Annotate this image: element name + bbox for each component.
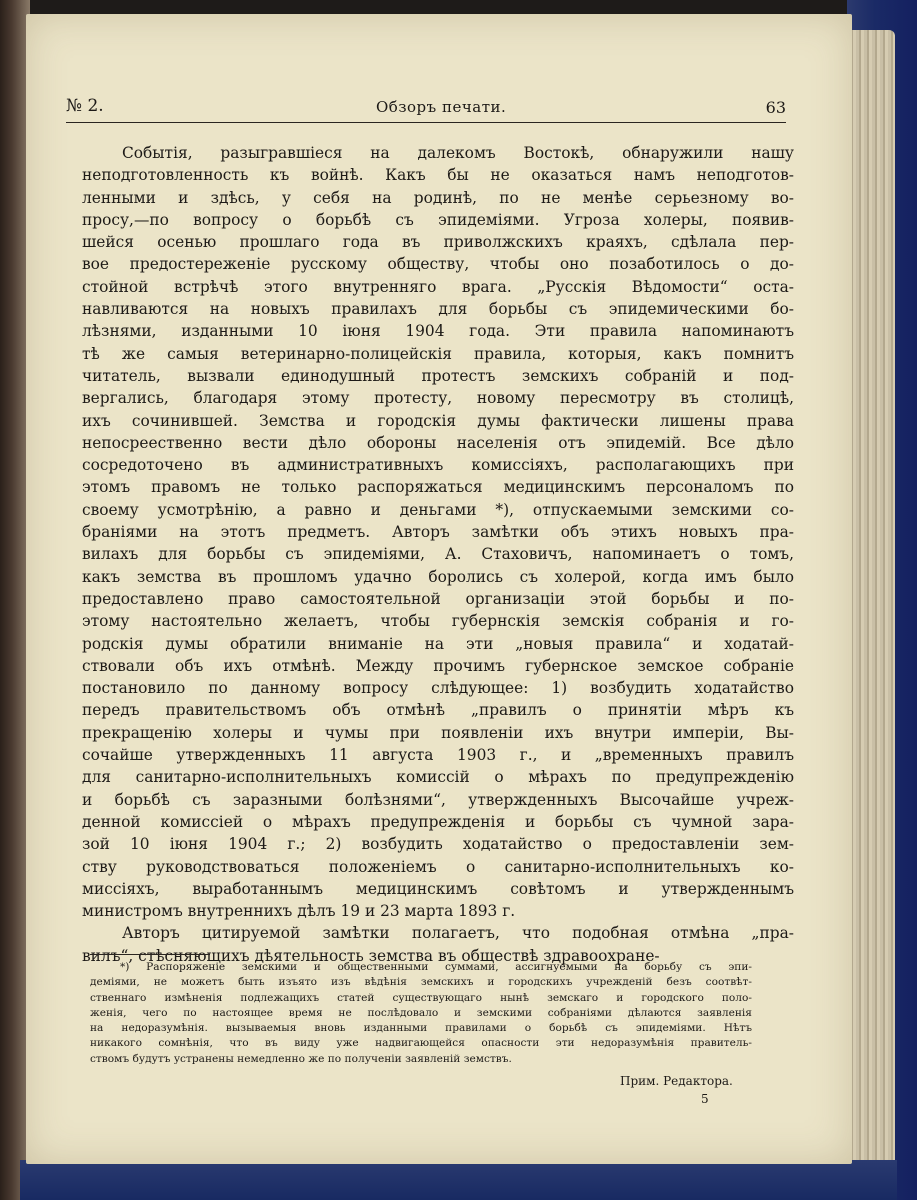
footnote-line: *) Распоряженіе земскими и общественными суммами, ассигнуемыми на борьбу съ эпи-: [120, 961, 752, 973]
footnote-line: женія, чего по настоящее время не послѣдовало и земскими собраніями дѣлаются заявленія: [90, 1006, 752, 1019]
text-line: непосреественно вести дѣло обороны населенія отъ эпидемій. Все дѣло: [82, 433, 794, 452]
footnote-line: деміями, не можетъ быть изъято изъ вѣдѣнія земскихъ и городскихъ учрежденій безъ соотвѣт-: [90, 976, 752, 989]
text-line: шейся осенью прошлаго года въ приволжскихъ краяхъ, сдѣлала пер-: [82, 233, 794, 252]
book-cover-bottom: [20, 1160, 897, 1200]
book-page: [26, 14, 852, 1164]
text-line: этому настоятельно желаетъ, чтобы губернскія земскія собранія и го-: [82, 612, 794, 631]
footnote-line: никакого сомнѣнія, что въ виду уже надвигающейся опасности эти недоразумѣнія правитель-: [90, 1037, 752, 1050]
text-line: вилъ“, стѣсняющихъ дѣятельность земства въ обществѣ здравоохране-: [82, 946, 660, 965]
text-line: и борьбѣ съ заразными болѣзнями“, утвержденныхъ Высочайше учреж-: [82, 790, 794, 809]
text-line: ихъ сочинившей. Земства и городскія думы фактически лишены права: [82, 411, 794, 430]
main-text: [82, 142, 794, 967]
text-line: предоставлено право самостоятельной организаціи этой борьбы и по-: [82, 589, 794, 608]
footnote-line: ственнаго измѣненія подлежащихъ статей существующаго нынѣ земскаго и городского поло-: [90, 991, 752, 1004]
text-line: стойной встрѣчѣ этого внутренняго врага. „Русскія Вѣдомости“ оста-: [82, 277, 794, 296]
text-line: ленными и здѣсь, у себя на родинѣ, по не менѣе серьезному во-: [82, 188, 794, 207]
text-line: Авторъ цитируемой замѣтки полагаетъ, что подобная отмѣна „пра-: [122, 924, 794, 943]
section-title: Обзоръ печати.: [376, 98, 507, 116]
footnote-rule: [90, 954, 210, 955]
text-line: родскія думы обратили вниманіе на эти „новыя правила“ и ходатай-: [82, 634, 794, 653]
text-line: своему усмотрѣнію, а равно и деньгами *), отпускаемыми земскими со-: [82, 500, 794, 519]
text-line: лѣзнями, изданными 10 іюня 1904 года. Эти правила напоминаютъ: [82, 322, 794, 341]
signature-mark: 5: [701, 1092, 709, 1106]
footnote-line: ствомъ будутъ устранены немедленно же по полученіи заявленій земствъ.: [90, 1052, 512, 1065]
text-line: министромъ внутреннихъ дѣлъ 19 и 23 марта 1893 г.: [82, 902, 516, 921]
text-line: тѣ же самыя ветеринарно-полицейскія правила, которыя, какъ помнитъ: [82, 344, 794, 363]
text-line: ству руководствоваться положеніемъ о санитарно-исполнительныхъ ко-: [82, 857, 794, 876]
text-line: вое предостереженіе русскому обществу, чтобы оно позаботилось о до-: [82, 255, 794, 274]
text-line: навливаются на новыхъ правилахъ для борьбы съ эпидемическими бо-: [82, 300, 794, 319]
footnote-line: на недоразумѣнія. вызываемыя вновь изданными правилами о борьбѣ съ эпидеміями. Нѣтъ: [90, 1022, 752, 1035]
text-line: сочайше утвержденныхъ 11 августа 1903 г., и „временныхъ правилъ: [82, 746, 794, 765]
issue-number: № 2.: [66, 96, 104, 116]
text-line: ствовали объ ихъ отмѣнѣ. Между прочимъ губернское земское собраніе: [82, 656, 794, 675]
text-line: прекращенію холеры и чумы при появленіи ихъ внутри имперіи, Вы-: [82, 723, 794, 742]
editor-note: Прим. Редактора.: [620, 1074, 733, 1088]
text-line: просу,—по вопросу о борьбѣ съ эпидеміями. Угроза холеры, появив-: [82, 210, 794, 229]
text-line: сосредоточено въ административныхъ комиссіяхъ, располагающихъ при: [82, 456, 794, 475]
text-line: вилахъ для борьбы съ эпидеміями, А. Стаховичъ, напоминаетъ о томъ,: [82, 545, 794, 564]
footnote: [90, 960, 752, 1067]
running-header: [66, 92, 786, 123]
text-line: читатель, вызвали единодушный протестъ земскихъ собраній и под-: [82, 366, 794, 385]
text-line: неподготовленность къ войнѣ. Какъ бы не оказаться намъ неподготов-: [82, 166, 794, 185]
text-line: зой 10 іюня 1904 г.; 2) возбудить ходатайство о предоставленіи зем-: [82, 835, 794, 854]
text-line: вергались, благодаря этому протесту, новому пересмотру въ столицѣ,: [82, 389, 794, 408]
text-line: этомъ правомъ не только распоряжаться медицинскимъ персоналомъ по: [82, 478, 794, 497]
text-line: Событія, разыгравшіеся на далекомъ Востокѣ, обнаружили нашу: [122, 144, 794, 162]
text-line: постановило по данному вопросу слѣдующее: 1) возбудить ходатайство: [82, 679, 794, 698]
text-line: какъ земства въ прошломъ удачно боролись съ холерой, когда имъ было: [82, 567, 794, 586]
text-line: браніями на этотъ предметъ. Авторъ замѣтки объ этихъ новыхъ пра-: [82, 523, 794, 542]
text-line: для санитарно-исполнительныхъ комиссій о мѣрахъ по предупрежденію: [82, 768, 794, 787]
text-line: передъ правительствомъ объ отмѣнѣ „правилъ о принятіи мѣръ къ: [82, 701, 794, 720]
text-line: миссіяхъ, выработаннымъ медицинскимъ совѣтомъ и утвержденнымъ: [82, 879, 794, 898]
text-line: денной комиссіей о мѣрахъ предупрежденія и борьбы съ чумной зара-: [82, 812, 794, 831]
page-number: 63: [765, 98, 786, 117]
